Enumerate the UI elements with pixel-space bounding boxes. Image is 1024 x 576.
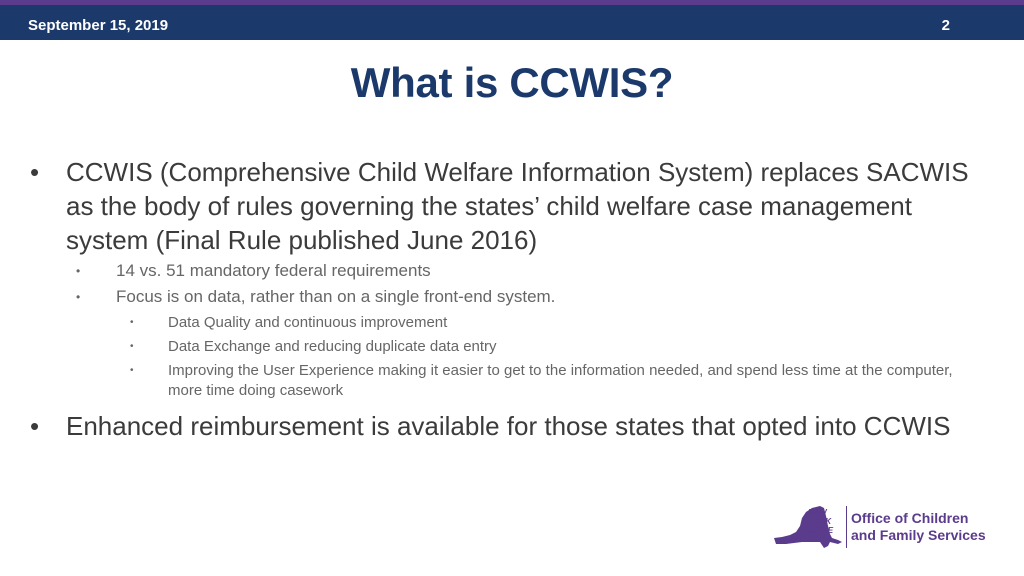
bullet-dot: • (76, 290, 81, 304)
bullet-text: Data Exchange and reducing duplicate data entry (168, 338, 497, 355)
bullet-text: Data Quality and continuous improvement (168, 314, 448, 331)
bullet-text: Enhanced reimbursement is available for those states that opted into CCWIS (66, 411, 951, 441)
spacer (30, 401, 990, 409)
bullet-text: Focus is on data, rather than on a single front-end system. (116, 287, 556, 306)
slide-content (30, 155, 990, 443)
logo-divider (846, 506, 847, 548)
logo-org-line: and Family Services (851, 527, 986, 543)
logo-org-name (851, 510, 986, 544)
logo-state-line: STATE (808, 526, 834, 535)
bullet-dot: • (130, 365, 134, 376)
ocfs-logo (772, 502, 1002, 552)
bullet-dot: • (76, 264, 81, 278)
sub-sub-bullet-data-exchange (30, 337, 990, 357)
bullet-dot: • (30, 157, 40, 187)
sub-bullet-requirements (30, 259, 990, 283)
bullet-text: 14 vs. 51 mandatory federal requirements (116, 261, 431, 280)
sub-sub-bullet-data-quality (30, 313, 990, 333)
bullet-ccwis-definition (30, 155, 990, 257)
header-bar (0, 5, 1024, 40)
sub-bullet-data-focus (30, 285, 990, 309)
bullet-text: CCWIS (Comprehensive Child Welfare Information System) replaces SACWIS as the body of rules governing the states’ child welfare case management system (Final Rule published June 2016) (66, 157, 969, 255)
logo-state-line: NEW (808, 508, 827, 517)
bullet-dot: • (130, 341, 134, 352)
sub-sub-bullet-user-experience (30, 361, 990, 401)
slide-title: What is CCWIS? (350, 59, 674, 106)
bullet-text: Improving the User Experience making it easier to get to the information needed, and spend less time at the computer, more time doing casework (168, 362, 953, 399)
logo-state-line: YORK (808, 517, 832, 526)
logo-org-line: Office of Children (851, 510, 969, 526)
bullet-enhanced-reimbursement (30, 409, 990, 443)
bullet-dot: • (130, 317, 134, 328)
page-number: 2 (941, 17, 950, 34)
bullet-dot: • (30, 411, 40, 441)
logo-state-wordmark (808, 508, 833, 535)
header-date: September 15, 2019 (28, 17, 169, 34)
